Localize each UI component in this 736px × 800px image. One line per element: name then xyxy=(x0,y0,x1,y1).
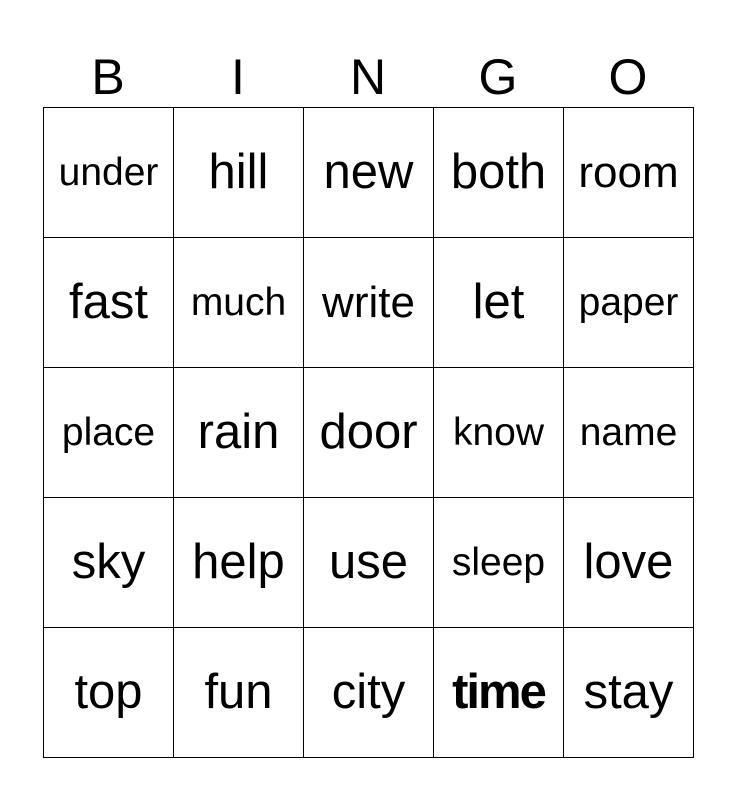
bingo-cell[interactable]: stay xyxy=(564,628,694,758)
header-letter-i: I xyxy=(231,48,245,105)
bingo-cell[interactable]: both xyxy=(434,108,564,238)
bingo-cell[interactable]: under xyxy=(44,108,174,238)
bingo-cell[interactable]: much xyxy=(174,238,304,368)
bingo-header xyxy=(43,44,693,107)
bingo-cell[interactable]: help xyxy=(174,498,304,628)
bingo-cell[interactable]: new xyxy=(304,108,434,238)
bingo-grid xyxy=(43,107,694,758)
bingo-cell[interactable]: fun xyxy=(174,628,304,758)
bingo-cell[interactable]: use xyxy=(304,498,434,628)
bingo-card xyxy=(43,44,693,758)
bingo-cell[interactable]: time xyxy=(434,628,564,758)
header-letter-g: G xyxy=(478,48,518,105)
bingo-cell[interactable]: know xyxy=(434,368,564,498)
bingo-cell[interactable]: top xyxy=(44,628,174,758)
header-letter-b: B xyxy=(91,48,125,105)
bingo-cell[interactable]: love xyxy=(564,498,694,628)
bingo-cell[interactable]: rain xyxy=(174,368,304,498)
bingo-cell[interactable]: paper xyxy=(564,238,694,368)
header-letter-o: O xyxy=(608,48,648,105)
bingo-cell[interactable]: write xyxy=(304,238,434,368)
bingo-cell[interactable]: room xyxy=(564,108,694,238)
bingo-cell[interactable]: let xyxy=(434,238,564,368)
bingo-cell[interactable]: door xyxy=(304,368,434,498)
bingo-cell[interactable]: sky xyxy=(44,498,174,628)
bingo-cell[interactable]: place xyxy=(44,368,174,498)
header-letter-n: N xyxy=(349,48,387,105)
bingo-cell[interactable]: name xyxy=(564,368,694,498)
bingo-cell[interactable]: fast xyxy=(44,238,174,368)
bingo-cell[interactable]: hill xyxy=(174,108,304,238)
bingo-cell[interactable]: sleep xyxy=(434,498,564,628)
bingo-cell[interactable]: city xyxy=(304,628,434,758)
